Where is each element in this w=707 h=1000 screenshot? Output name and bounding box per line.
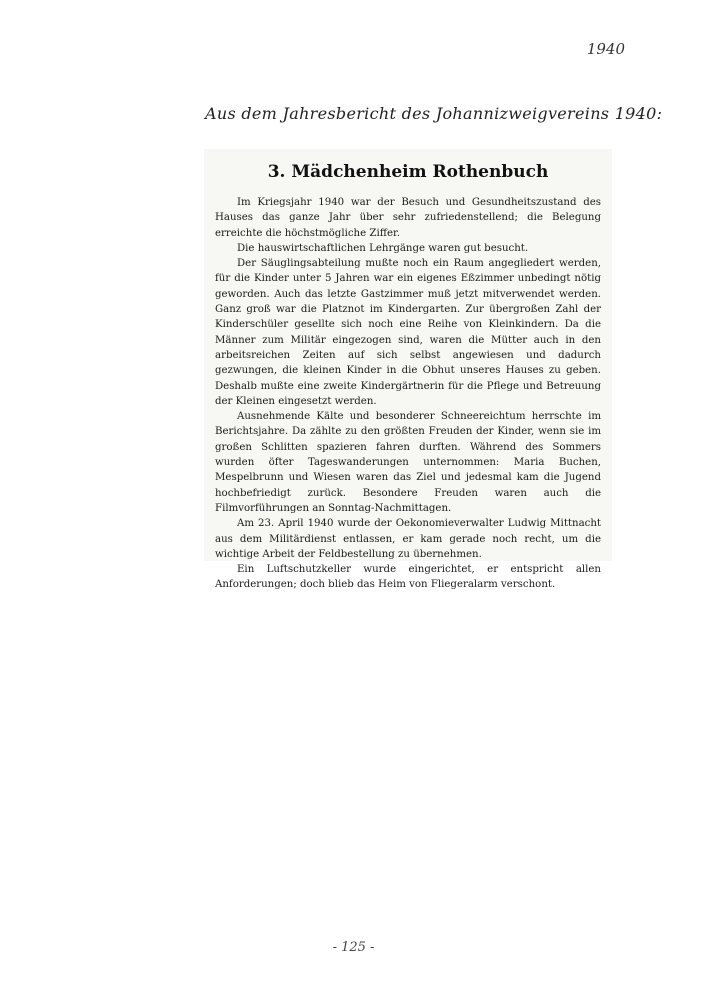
page-number: - 125 - [332,940,375,955]
paragraph: Die hauswirtschaftlichen Lehrgänge waren gut besucht. [237,242,529,254]
paragraph: Ausnehmende Kälte und besonderer Schneereichtum herrschte im Berichtsjahre. Da zählte zu den größten Freuden der Kinder, wenn sie im großen Schlitten spazieren fahren durften. Während des Sommers wurden öfter Tageswanderungen unternommen: Maria Buchen, Mespelbrunn und Wiesen waren das Ziel und jedesmal kam die Jugend hochbefriedigt zurück. Besondere Freuden waren auch die Filmvorführungen an Sonntag-Nachmittagen. [215,411,601,514]
paragraph: Ein Luftschutzkeller wurde eingerichtet, er entspricht allen Anforderungen; doch blieb das Heim von Fliegeralarm verschont. [215,564,601,591]
paragraph: Im Kriegsjahr 1940 war der Besuch und Gesundheitszustand des Hauses das ganze Jahr über sehr zufriedenstellend; die Belegung erreichte die höchstmögliche Ziffer. [215,197,601,239]
scanned-report-excerpt [205,150,611,591]
report-body [215,195,601,593]
year-corner-note: 1940 [586,40,625,58]
handwritten-heading: Aus dem Jahresbericht des Johannizweigvereins 1940: [205,104,663,123]
paragraph: Der Säuglingsabteilung mußte noch ein Raum angegliedert werden, für die Kinder unter 5 Jahren war ein eigenes Eßzimmer unbedingt nötig geworden. Auch das letzte Gastzimmer muß jetzt mitverwendet werden. Ganz groß war die Platznot im Kindergarten. Zur übergroßen Zahl der Kinderschüler gesellte sich noch eine Reihe von Kleinkindern. Da die Männer zum Militär eingezogen sind, waren die Mütter auch in den arbeitsreichen Zeiten auf sich selbst angewiesen und dadurch gezwungen, die kleinen Kinder in die Obhut unseres Hauses zu geben. Deshalb mußte eine zweite Kindergärtnerin für die Pflege und Betreuung der Kleinen eingesetzt werden. [215,258,601,407]
section-title: 3. Mädchenheim Rothenbuch [267,162,549,182]
paragraph: Am 23. April 1940 wurde der Oekonomieverwalter Ludwig Mittnacht aus dem Militärdienst entlassen, er kam gerade noch recht, um die wichtige Arbeit der Feldbestellung zu übernehmen. [215,518,601,560]
